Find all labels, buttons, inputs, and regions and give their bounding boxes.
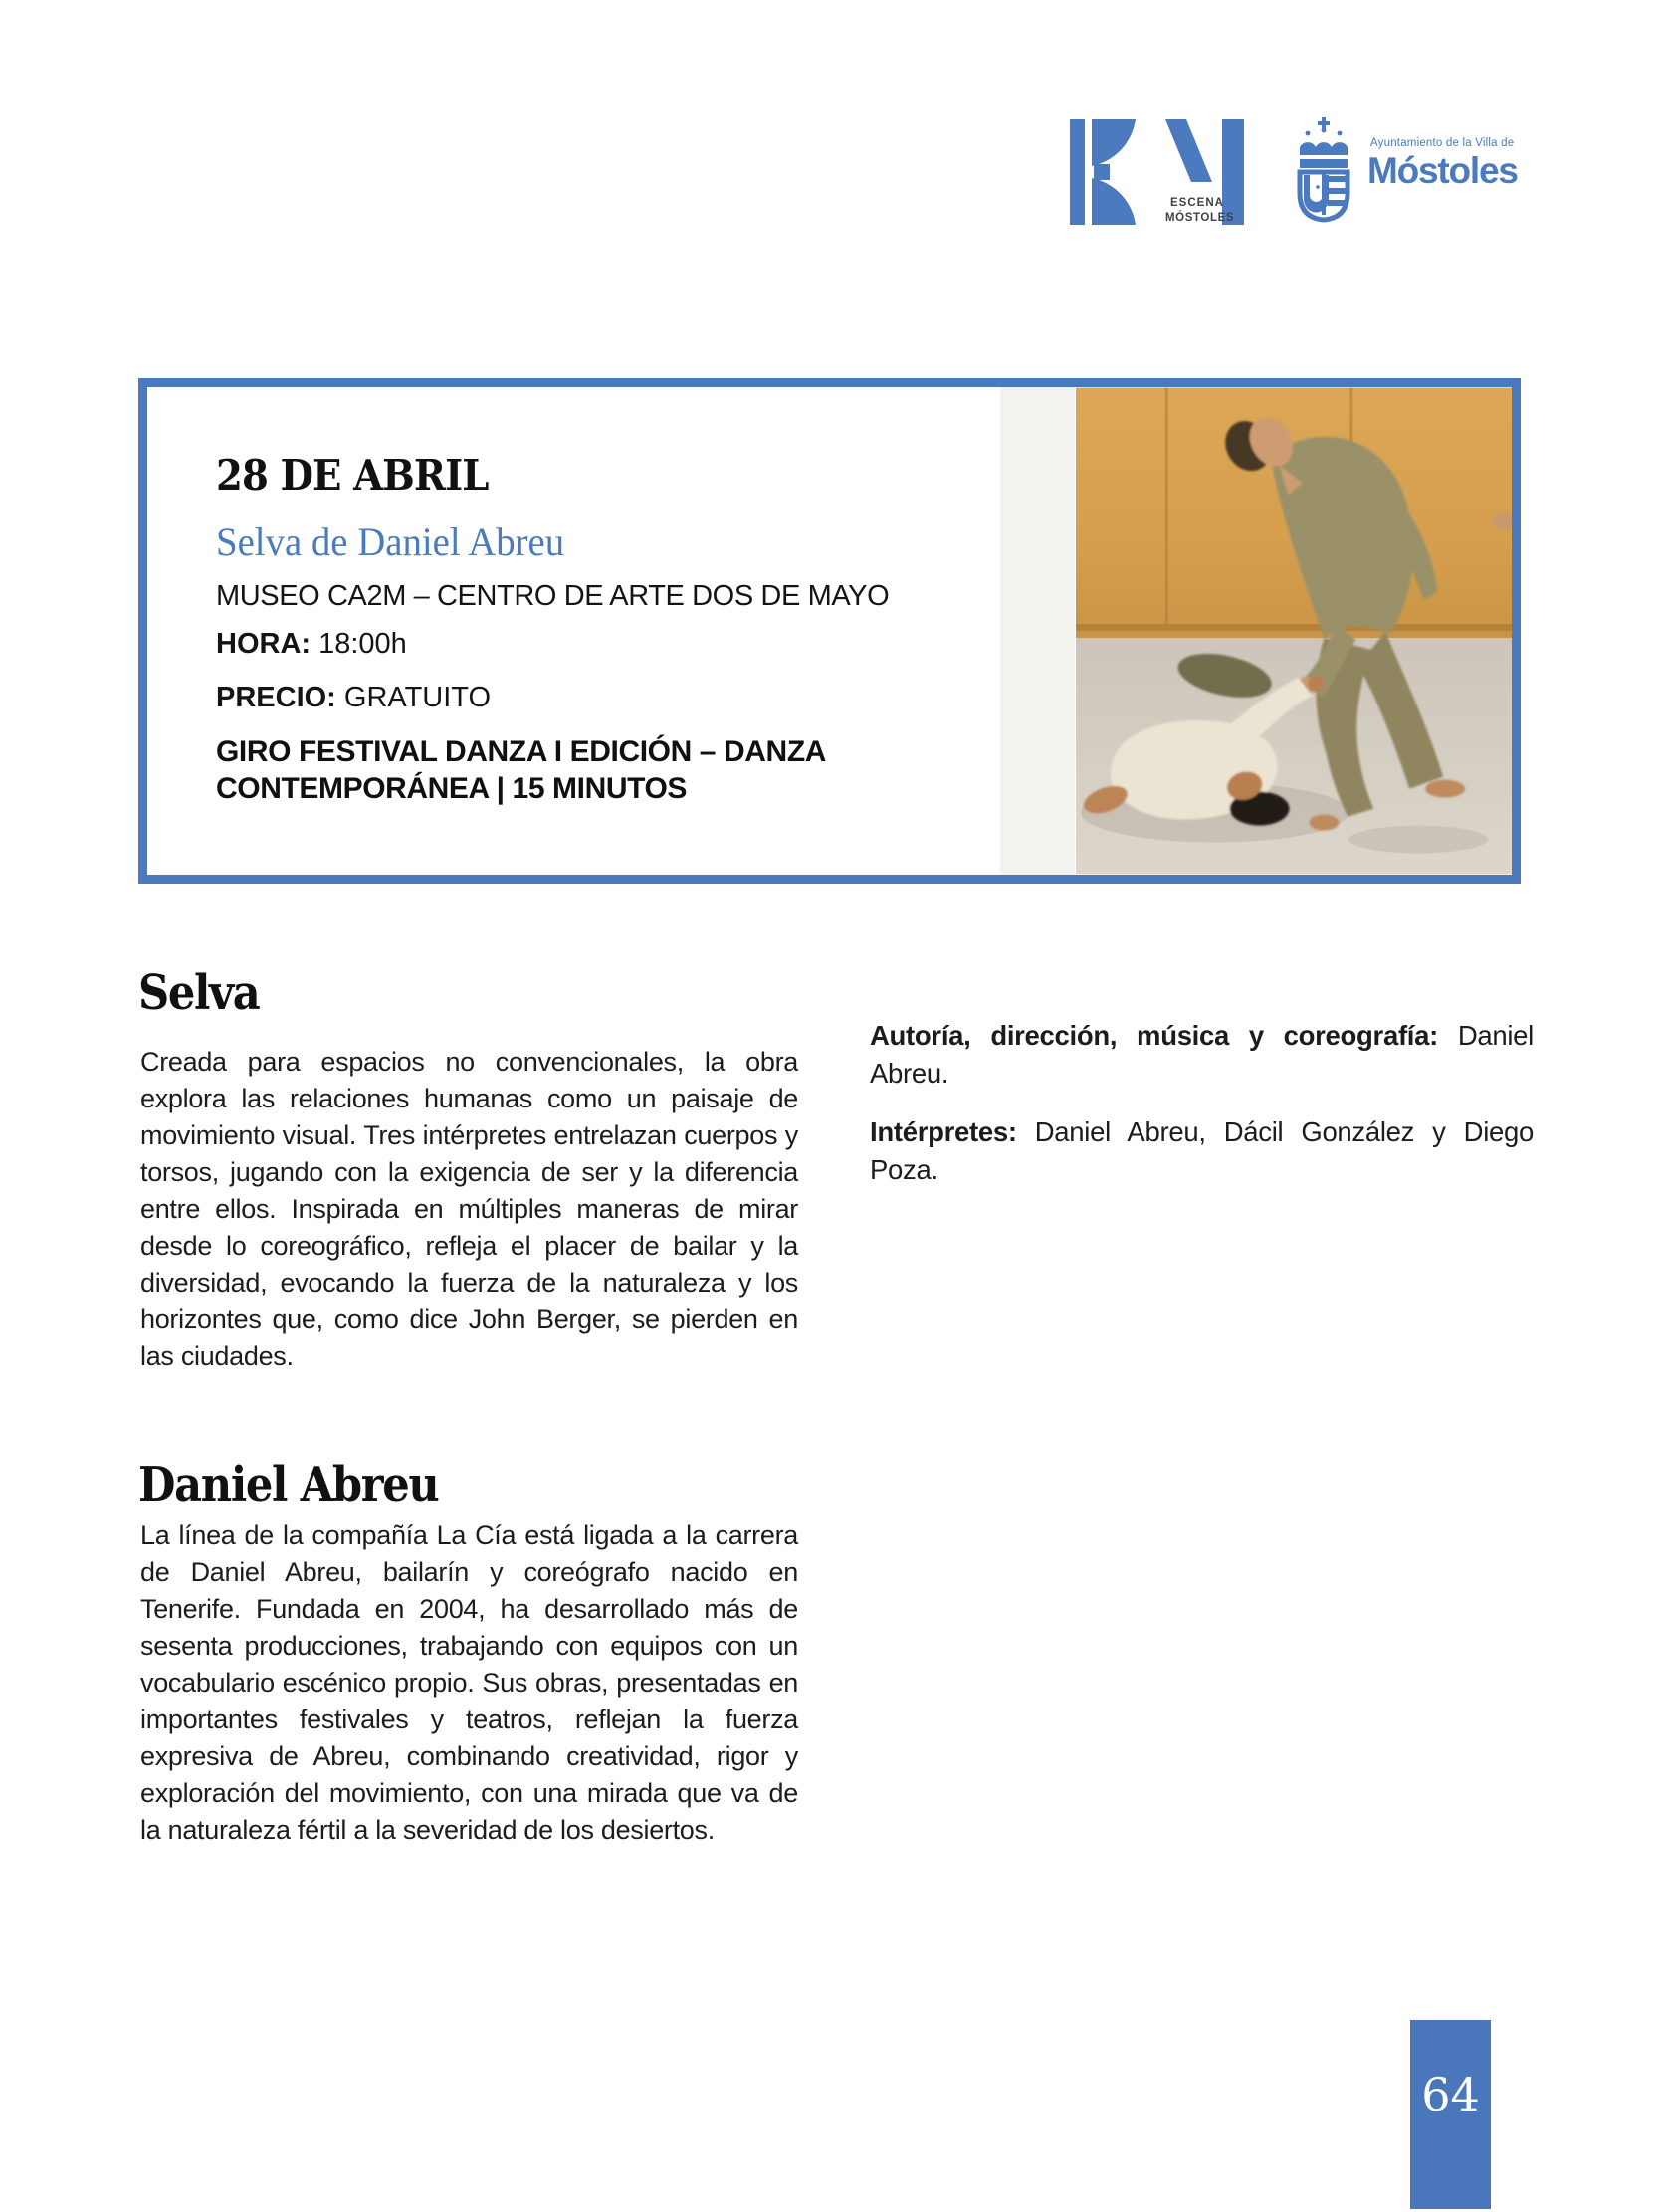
event-card-inner [147, 387, 1512, 875]
credit-performers-value: Daniel Abreu, Dácil González y Diego Poza. [870, 1116, 1534, 1185]
event-time [216, 628, 933, 661]
event-venue: MUSEO CA2M – CENTRO DE ARTE DOS DE MAYO [216, 580, 890, 612]
section-heading-selva: Selva [138, 964, 260, 1021]
page-number-box [1410, 2020, 1491, 2209]
credit-authorship [870, 1017, 1534, 1093]
event-price [216, 682, 933, 714]
photo-left-margin [1000, 387, 1075, 875]
escena-logo-word-2: MÓSTOLES [1165, 212, 1235, 224]
selva-paragraph: Creada para espacios no convencionales, la obra explora las relaciones humanas como un paisaje de movimiento visual. Tres intérpretes entrelazan cuerpos y torsos, jugando con la exigencia de ser y la diferencia entre ellos. Inspirada en múltiples maneras de mirar desde lo coreográfico, refleja el placer de bailar y la diversidad, evocando la fuerza de la naturaleza y los horizontes que, como dice John Berger, se pierden en las ciudades. [140, 1047, 798, 1371]
credit-performers-label: Intérpretes: [870, 1116, 1017, 1147]
event-card [138, 378, 1521, 884]
escena-logo-word-1: ESCENA [1170, 197, 1224, 209]
town-logo-tagline: Ayuntamiento de la Villa de [1370, 137, 1515, 149]
credits-column [870, 1017, 1534, 1210]
price-label: PRECIO: [216, 682, 336, 713]
page-number: 64 [1421, 2068, 1480, 2121]
daniel-abreu-paragraph: La línea de la compañía La Cía está ligada a la carrera de Daniel Abreu, bailarín y coreógrafo nacido en Tenerife. Fundada en 2004, ha desarrollado más de sesenta producciones, trabajando con equipos con un vocabulario escénico propio. Sus obras, presentadas en importantes festivales y teatros, reflejan la fuerza expresiva de Abreu, combinando creatividad, rigor y exploración del movimiento, con una mirada que va de la naturaleza fértil a la severidad de los desiertos. [140, 1520, 798, 1845]
dancers-photo-illustration [1076, 387, 1512, 875]
credit-authorship-value: Daniel Abreu. [870, 1020, 1534, 1089]
time-label: HORA: [216, 628, 311, 660]
mostoles-coat-of-arms-icon [1292, 117, 1355, 223]
credit-authorship-label: Autoría, dirección, música y coreografía: [870, 1020, 1438, 1051]
event-title: Selva de Daniel Abreu [216, 519, 565, 564]
section-heading-daniel-abreu: Daniel Abreu [138, 1456, 439, 1512]
event-festival-line: GIRO FESTIVAL DANZA I EDICIÓN – DANZA CONTEMPORÁNEA | 15 MINUTOS [216, 735, 825, 805]
town-logo-name: Móstoles [1367, 150, 1518, 191]
time-value: 18:00h [318, 628, 407, 660]
price-value: GRATUITO [343, 682, 492, 713]
event-date: 28 DE ABRIL [216, 451, 489, 500]
escena-mostoles-logo-icon [1070, 119, 1244, 225]
event-photo [1076, 387, 1512, 875]
credit-performers [870, 1113, 1534, 1189]
